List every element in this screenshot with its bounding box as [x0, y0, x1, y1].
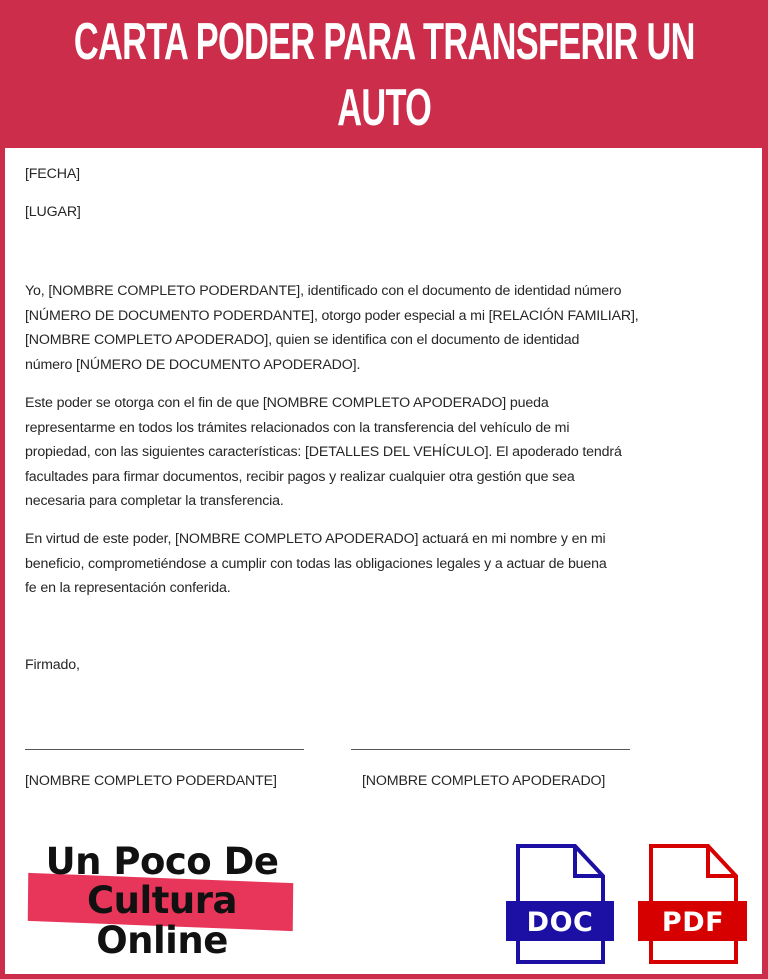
- logo-text-line-3: Online: [96, 919, 228, 962]
- paragraph-obligations: [25, 527, 745, 601]
- paragraph-line: fe en la representación conferida.: [25, 580, 231, 596]
- paragraph-line: Yo, [NOMBRE COMPLETO PODERDANTE], identificado con el documento de identidad número: [25, 283, 622, 299]
- paragraph-line: propiedad, con las siguientes características: [DETALLES DEL VEHÍCULO]. El apoderado tendrá: [25, 444, 622, 460]
- download-pdf-button[interactable]: [638, 843, 748, 963]
- paragraph-line: facultades para firmar documentos, recibir pagos y realizar cualquier otra gestión que sea: [25, 468, 575, 485]
- logo-text-line-2: Cultura: [87, 879, 237, 922]
- paragraph-line: [NÚMERO DE DOCUMENTO PODERDANTE], otorgo poder especial a mi [RELACIÓN FAMILIAR],: [25, 307, 639, 324]
- closing-text: Firmado,: [25, 657, 80, 673]
- paragraph-identification: [25, 279, 745, 377]
- paragraph-line: necesaria para completar la transferencia.: [25, 493, 284, 509]
- paragraph-line: beneficio, comprometiéndose a cumplir con todas las obligaciones legales y a actuar de buena: [25, 555, 607, 572]
- signature-line-grantor: [25, 749, 304, 750]
- paragraph-line: representarme en todos los trámites relacionados con la transferencia del vehículo de mi: [25, 419, 570, 436]
- signature-label-grantor: [NOMBRE COMPLETO PODERDANTE]: [25, 773, 277, 789]
- signature-line-attorney: [351, 749, 630, 750]
- logo-text-line-1: Un Poco De: [45, 840, 279, 883]
- signature-label-attorney: [NOMBRE COMPLETO APODERADO]: [362, 773, 606, 789]
- header-banner: [0, 0, 768, 148]
- page-title-line-2: AUTO: [337, 79, 431, 137]
- date-placeholder: [FECHA]: [25, 166, 80, 182]
- paragraph-line: [NOMBRE COMPLETO APODERADO], quien se identifica con el documento de identidad: [25, 332, 580, 348]
- paragraph-line: Este poder se otorga con el fin de que [NOMBRE COMPLETO APODERADO] pueda: [25, 395, 549, 411]
- pdf-label: PDF: [661, 907, 725, 938]
- page-title-line-1: CARTA PODER PARA TRANSFERIR UN: [73, 13, 695, 71]
- site-logo[interactable]: [22, 840, 302, 965]
- place-placeholder: [LUGAR]: [25, 204, 81, 220]
- doc-label: DOC: [526, 907, 594, 938]
- paragraph-line: número [NÚMERO DE DOCUMENTO APODERADO].: [25, 356, 361, 373]
- download-doc-button[interactable]: [505, 843, 615, 963]
- paragraph-line: En virtud de este poder, [NOMBRE COMPLETO APODERADO] actuará en mi nombre y en mi: [25, 531, 606, 547]
- paragraph-purpose: [25, 391, 745, 514]
